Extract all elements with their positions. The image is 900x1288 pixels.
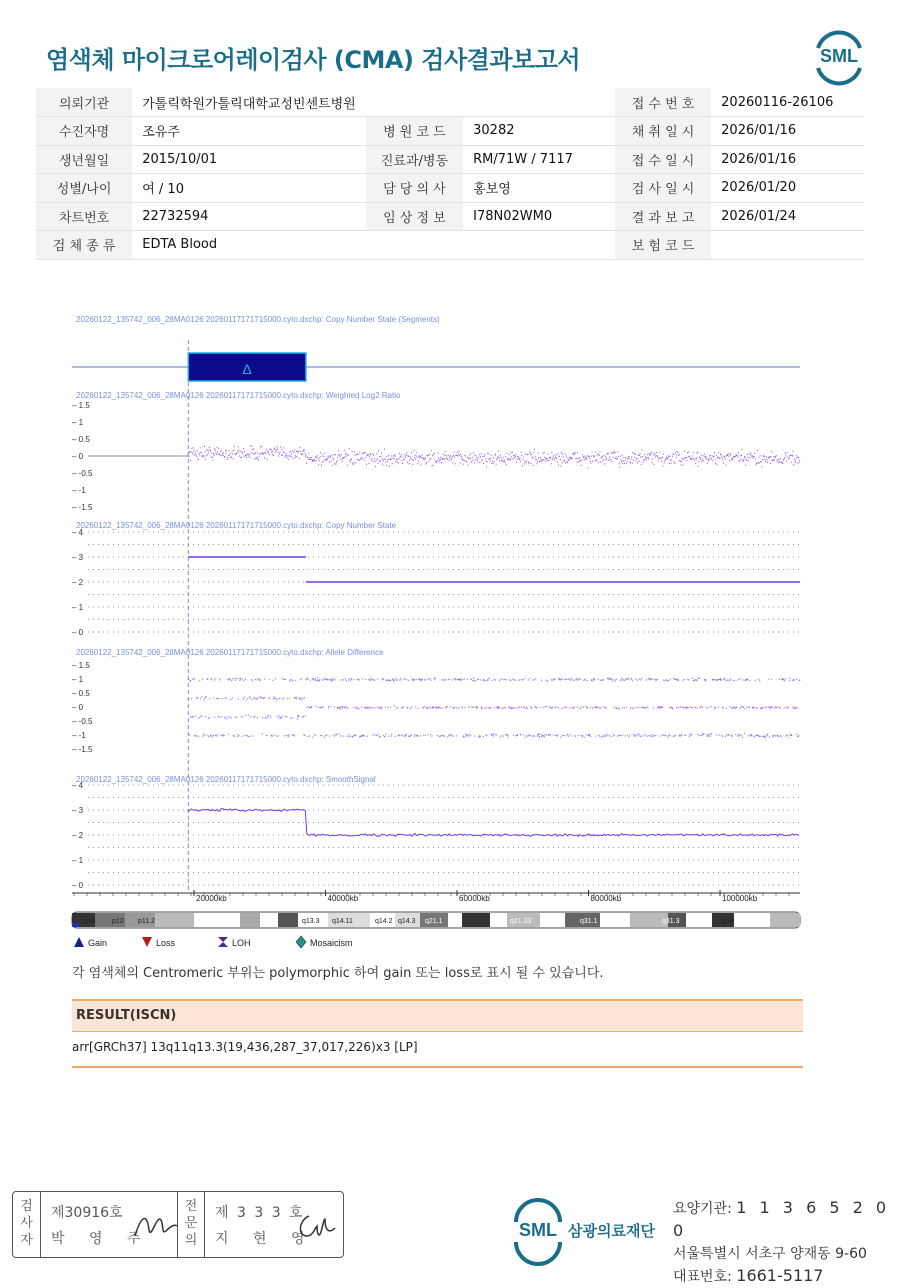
info-label: 임 상 정 보 — [366, 202, 463, 231]
info-label — [366, 231, 463, 260]
specialist-label: 전 문 의 — [177, 1192, 205, 1257]
footer-phone-value: 1661-5117 — [736, 1266, 824, 1285]
info-label: 접 수 번 호 — [615, 88, 711, 117]
y-tick-label: – 1 — [72, 418, 84, 427]
y-tick-label: – 0 — [72, 628, 84, 637]
y-tick-label: – 3 — [72, 553, 84, 562]
y-tick-label: – -1.5 — [72, 745, 93, 754]
info-value: 2026/01/20 — [711, 174, 864, 203]
examiner-label: 검 사 자 — [13, 1192, 41, 1257]
y-tick-label: – -1.5 — [72, 503, 93, 512]
ideogram-band-label: q14.3 — [398, 918, 416, 925]
info-row — [36, 174, 864, 203]
specialist-number: 제 3 3 3 호 — [215, 1205, 305, 1221]
examiner-name: 박 영 주 — [51, 1231, 151, 1247]
ideogram-band — [600, 913, 630, 927]
y-tick-label: – 1.5 — [72, 661, 90, 670]
ideogram-marker — [72, 923, 80, 927]
y-tick-label: – -0.5 — [72, 717, 93, 726]
specialist-signature — [295, 1206, 339, 1246]
legend-loss-icon — [142, 937, 152, 947]
centromeric-note: 각 염색체의 Centromeric 부위는 polymorphic 하여 gain 또는 loss로 표시 될 수 있습니다. — [72, 966, 604, 981]
ideogram-band-label: q21.1 — [425, 918, 443, 925]
ideogram-band-label: q14.2 — [375, 918, 393, 925]
info-value: RM/71W / 7117 — [463, 145, 615, 174]
ideogram-band-label: p11.2 — [138, 918, 155, 925]
footer-phone-label: 대표번호: — [673, 1269, 737, 1285]
x-tick-label: 100000kb — [722, 894, 758, 903]
footer-address: 서울특별시 서초구 양재동 9-60 — [673, 1246, 867, 1262]
ideogram-band-label: q34 — [722, 918, 734, 925]
ideogram-band-label: q21.33 — [510, 918, 532, 925]
y-tick-label: – 0.5 — [72, 435, 90, 444]
info-label: 담 당 의 사 — [366, 174, 463, 203]
info-value: 22732594 — [132, 202, 366, 231]
ideogram-band — [770, 913, 800, 927]
info-value: 홍보영 — [463, 174, 615, 203]
cma-chart — [70, 300, 810, 960]
ideogram-band — [448, 913, 462, 927]
panel-title: 20260122_135742_006_28MA0126 20260117171715000.cyto.dxchp: Allele Difference — [76, 648, 384, 657]
info-label: 채 취 일 시 — [615, 117, 711, 146]
footer-info — [673, 1197, 900, 1288]
y-tick-label: – 2 — [72, 831, 84, 840]
y-tick-label: – 1 — [72, 675, 84, 684]
ideogram-band — [686, 913, 712, 927]
info-label: 검 체 종 류 — [36, 231, 132, 260]
sml-logo — [810, 26, 868, 80]
patient-info-table — [36, 88, 864, 260]
ideogram-band — [260, 913, 278, 927]
info-value: I78N02WM0 — [463, 202, 615, 231]
info-value: EDTA Blood — [132, 231, 366, 260]
info-label: 접 수 일 시 — [615, 145, 711, 174]
x-tick-label: 40000kb — [327, 894, 359, 903]
info-label: 검 사 일 시 — [615, 174, 711, 203]
legend-label: Gain — [88, 938, 108, 948]
legend-label: Loss — [156, 938, 176, 948]
legend-mosaicism-icon — [296, 936, 306, 948]
y-tick-label: – 3 — [72, 806, 84, 815]
ideogram-band-label: q13 — [84, 918, 96, 925]
specialist-name: 지 현 영 — [215, 1231, 315, 1247]
ideogram-band — [155, 913, 194, 927]
info-label: 진료과/병동 — [366, 145, 463, 174]
svg-text:SML: SML — [820, 46, 858, 66]
y-tick-label: – 0.5 — [72, 689, 90, 698]
legend-label: LOH — [232, 938, 251, 948]
y-tick-label: – 1.5 — [72, 401, 90, 410]
info-row — [36, 88, 864, 117]
info-value: 2026/01/16 — [711, 117, 864, 146]
svg-text:SML: SML — [519, 1220, 557, 1240]
info-label: 의뢰기관 — [36, 88, 132, 117]
info-label — [366, 88, 463, 117]
panel-title: 20260122_135742_006_28MA0126 20260117171715000.cyto.dxchp: Copy Number State — [76, 521, 397, 530]
legend-gain-icon — [74, 937, 84, 947]
info-value: 여 / 10 — [132, 174, 366, 203]
x-tick-label: 20000kb — [196, 894, 227, 903]
y-tick-label: – -1 — [72, 486, 86, 495]
examiner-number: 제30916호 — [51, 1205, 123, 1221]
ideogram-band — [278, 913, 298, 927]
info-label: 성별/나이 — [36, 174, 132, 203]
ideogram-band-label: q14.11 — [332, 918, 353, 925]
panel-title: 20260122_135742_006_28MA0126 20260117171715000.cyto.dxchp: Copy Number State (Segments) — [76, 315, 440, 324]
info-label: 보 험 코 드 — [615, 231, 711, 260]
legend-loh-icon — [218, 937, 228, 947]
y-tick-label: – 4 — [72, 528, 84, 537]
allele-difference-points — [188, 677, 800, 738]
info-value: 조유주 — [132, 117, 366, 146]
examiner-signature — [131, 1206, 179, 1246]
signature-box — [12, 1191, 344, 1258]
x-tick-label: 60000kb — [459, 894, 490, 903]
ideogram-band-label: q31.1 — [580, 918, 598, 925]
info-label: 결 과 보 고 — [615, 202, 711, 231]
log2-ratio-points — [188, 445, 799, 469]
result-header — [72, 999, 803, 1032]
info-value — [463, 231, 615, 260]
info-row — [36, 117, 864, 146]
footer-org-name: 삼광의료재단 — [568, 1222, 655, 1240]
info-value: 2026/01/24 — [711, 202, 864, 231]
footer-code-value: 1 1 3 6 5 2 0 0 — [673, 1198, 891, 1240]
result-divider — [72, 1066, 803, 1068]
info-row — [36, 231, 864, 260]
report-title: 염색체 마이크로어레이검사 (CMA) 검사결과보고서 — [46, 46, 581, 74]
y-tick-label: – 2 — [72, 578, 84, 587]
ideogram-band — [490, 913, 507, 927]
info-value: 2026/01/16 — [711, 145, 864, 174]
info-label: 병 원 코 드 — [366, 117, 463, 146]
info-value — [711, 231, 864, 260]
ideogram-band — [734, 913, 770, 927]
info-label: 생년월일 — [36, 145, 132, 174]
panel-title: 20260122_135742_006_28MA0126 20260117171715000.cyto.dxchp: SmoothSignal — [76, 775, 376, 784]
info-label: 수진자명 — [36, 117, 132, 146]
ideogram-band — [194, 913, 240, 927]
ideogram-band-label: q13.3 — [302, 918, 320, 925]
info-value: 20260116-26106 — [711, 88, 864, 117]
info-label: 차트번호 — [36, 202, 132, 231]
footer-code-label: 요양기관: — [673, 1201, 737, 1217]
info-value: 가톨릭학원가톨릭대학교성빈센트병원 — [132, 88, 366, 117]
legend-label: Mosaicism — [310, 938, 353, 948]
ideogram-band — [540, 913, 565, 927]
info-value: 30282 — [463, 117, 615, 146]
footer-sml-logo — [510, 1200, 566, 1256]
x-tick-label: 80000kb — [590, 894, 622, 903]
result-title: RESULT(ISCN) — [76, 1008, 177, 1023]
info-row — [36, 202, 864, 231]
y-tick-label: – -1 — [72, 731, 86, 740]
panel-title: 20260122_135742_006_28MA0126 20260117171715000.cyto.dxchp: Weighted Log2 Ratio — [76, 391, 401, 400]
info-value — [463, 88, 615, 117]
y-tick-label: – -0.5 — [72, 469, 93, 478]
y-tick-label: – 0 — [72, 703, 84, 712]
info-row — [36, 145, 864, 174]
ideogram-band — [240, 913, 260, 927]
y-tick-label: – 0 — [72, 881, 84, 890]
y-tick-label: – 1 — [72, 603, 84, 612]
info-value: 2015/10/01 — [132, 145, 366, 174]
ideogram-band-label: p12 — [112, 918, 124, 925]
ideogram-band — [462, 913, 490, 927]
y-tick-label: – 4 — [72, 781, 84, 790]
result-iscn: arr[GRCh37] 13q11q13.3(19,436,287_37,017,226)x3 [LP] — [72, 1040, 418, 1054]
ideogram-band-label: q31.3 — [662, 918, 680, 925]
gain-segment-symbol: Δ — [242, 361, 252, 377]
y-tick-label: – 0 — [72, 452, 84, 461]
y-tick-label: – 1 — [72, 856, 84, 865]
